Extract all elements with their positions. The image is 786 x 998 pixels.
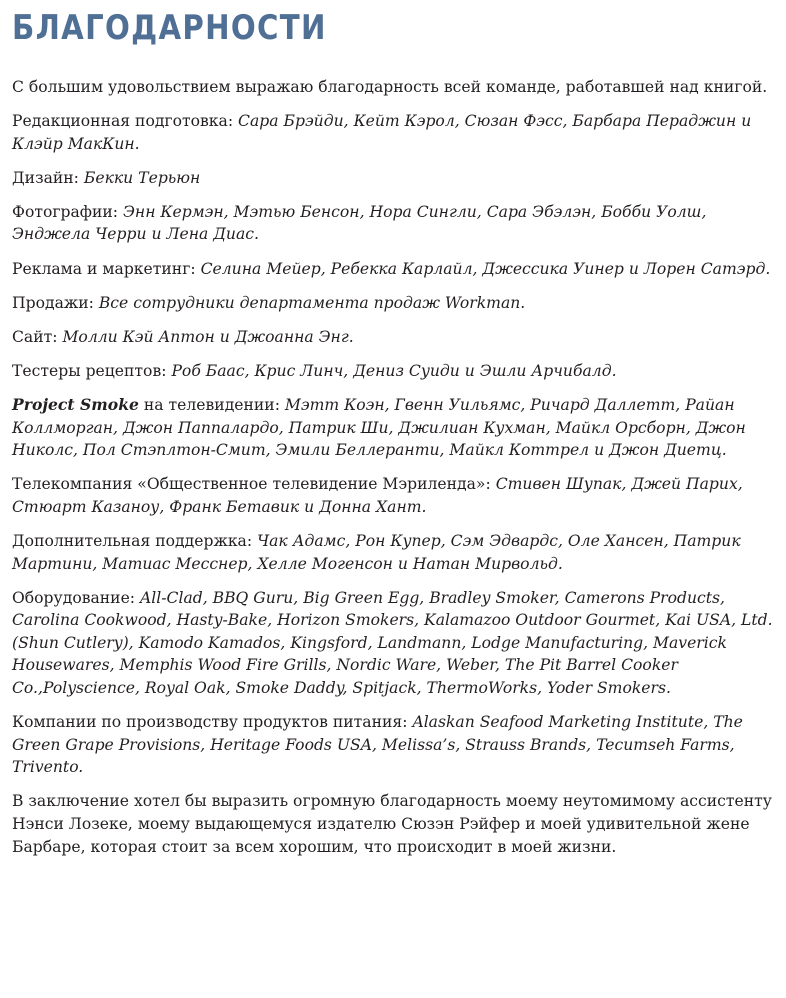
credit-label: Телекомпания «Общественное телевидение Мэриленда»: bbox=[12, 475, 496, 494]
credit-additional-support bbox=[12, 530, 776, 575]
credit-equipment bbox=[12, 587, 776, 700]
credit-marketing bbox=[12, 258, 776, 281]
credit-names: Мэтт Коэн, Гвенн Уильямс, Ричард Даллетт, Райан Коллморган, Джон Паппалардо, Патрик Ши, Джилиан Кухман, Майкл Орсборн, Джон Николс, Пол Стэплтон-Смит, Эмили Беллеранти, Майкл Коттрел и Джон Диетц. bbox=[12, 395, 746, 460]
credit-names: All-Clad, BBQ Guru, Big Green Egg, Bradley Smoker, Camerons Products, Carolina Cookwood, Hasty-Bake, Horizon Smokers, Kalamazoo Outdoor Gourmet, Kai USA, Ltd.(Shun Cutlery), Kamodo Kamados, Kingsford, Landmann, Lodge Manufacturing, Maverick Housewares, Memphis Wood Fire Grills, Nordic Ware, Weber, The Pit Barrel Cooker Co.,Polyscience, Royal Oak, Smoke Daddy, Spitjack, ThermoWorks, Yoder Smokers. bbox=[12, 588, 773, 697]
credit-label: Тестеры рецептов: bbox=[12, 361, 172, 380]
credit-label: Реклама и маркетинг: bbox=[12, 259, 201, 278]
credit-names: Стивен Шупак, Джей Парих, Стюарт Казаноу, Франк Бетавик и Донна Хант. bbox=[12, 475, 743, 516]
closing-paragraph: В заключение хотел бы выразить огромную благодарность моему неутомимому ассистенту Нэнси Лозеке, моему выдающемуся издателю Сюзэн Рэйфер и моей удивительной жене Барбаре, которая стоит за всем хорошим, что происходит в моей жизни. bbox=[12, 792, 772, 856]
credit-label: Дополнительная поддержка: bbox=[12, 531, 258, 550]
credit-tv-company bbox=[12, 473, 776, 518]
credit-label: Оборудование: bbox=[12, 588, 141, 607]
credit-label: Редакционная подготовка: bbox=[12, 112, 239, 131]
credit-television bbox=[12, 394, 776, 462]
intro-paragraph: С большим удовольствием выражаю благодарность всей команде, работавшей над книгой. bbox=[12, 78, 768, 96]
credit-label: на телевидении: bbox=[138, 395, 285, 414]
credit-design bbox=[12, 167, 776, 190]
show-title: Project Smoke bbox=[12, 394, 139, 414]
credit-names: Роб Баас, Крис Линч, Дениз Суиди и Эшли Арчибалд. bbox=[171, 361, 617, 380]
credit-names: Сара Брэйди, Кейт Кэрол, Сюзан Фэсс, Барбара Пераджин и Клэйр МакКин. bbox=[12, 112, 752, 153]
credit-names: Бекки Терьюн bbox=[83, 168, 201, 187]
credit-sales bbox=[12, 292, 776, 315]
credit-names: Энн Кермэн, Мэтью Бенсон, Нора Сингли, Сара Эбэлэн, Бобби Уолш, Энджела Черри и Лена Диас. bbox=[12, 202, 707, 244]
credit-food-companies bbox=[12, 711, 776, 779]
credit-names: Alaskan Seafood Marketing Institute, The Green Grape Provisions, Heritage Foods USA, Melissa’s, Strauss Brands, Tecumseh Farms, Trivento. bbox=[12, 713, 743, 777]
page-title: БЛАГОДАРНОСТИ bbox=[12, 8, 327, 48]
credit-photography bbox=[12, 201, 776, 246]
credit-recipe-testers bbox=[12, 360, 776, 383]
credit-label: Сайт: bbox=[12, 327, 63, 346]
credit-label: Фотографии: bbox=[12, 202, 123, 221]
credit-label: Дизайн: bbox=[12, 168, 84, 187]
credit-website bbox=[12, 326, 776, 349]
credit-editorial bbox=[12, 110, 776, 155]
credit-names: Чак Адамс, Рон Купер, Сэм Эдвардс, Оле Хансен, Патрик Мартини, Матиас Месснер, Хелле Могенсон и Натан Мирвольд. bbox=[12, 531, 741, 573]
credit-label: Компании по производству продуктов питания: bbox=[12, 713, 413, 732]
credit-names: Селина Мейер, Ребекка Карлайл, Джессика Уинер и Лорен Сатэрд. bbox=[200, 259, 771, 278]
credit-names: Молли Кэй Аптон и Джоанна Энг. bbox=[62, 327, 354, 346]
credit-label: Продажи: bbox=[12, 293, 99, 312]
credit-names: Все сотрудники департамента продаж Workman. bbox=[98, 293, 526, 312]
